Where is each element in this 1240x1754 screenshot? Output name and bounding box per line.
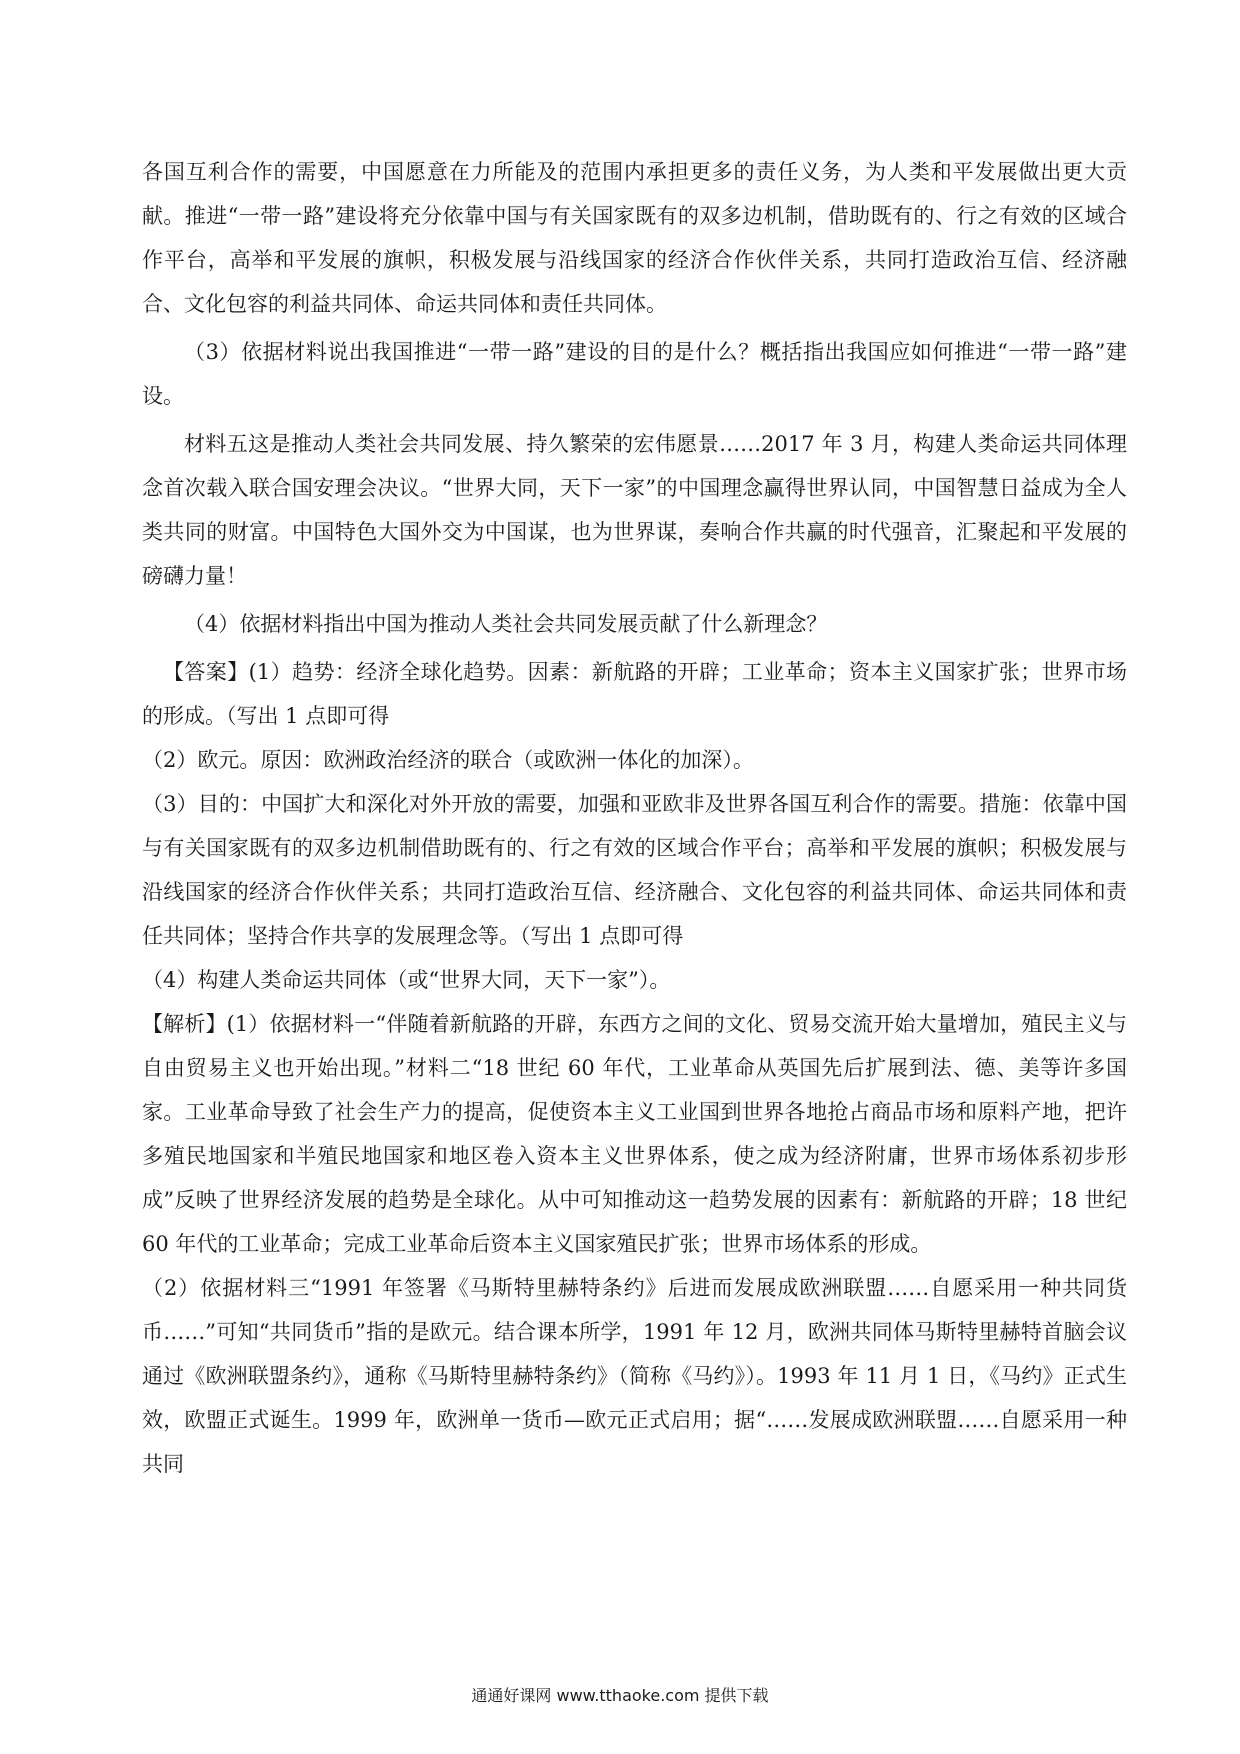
answer-4: （4）构建人类命运共同体（或“世界大同，天下一家”）。 (142, 968, 671, 992)
paragraph-material-five: 材料五这是推动人类社会共同发展、持久繁荣的宏伟愿景……2017 年 3 月，构建人类命运共同体理念首次载入联合国安理会决议。“世界大同，天下一家”的中国理念赢得世界认同，中国智慧日益成为全人类共同的财富。中国特色大国外交为中国谋，也为世界谋，奏响合作共赢的时代强音，汇聚起和平发展的磅礴力量！ (142, 432, 1127, 588)
analysis-2: （2）依据材料三“1991 年签署《马斯特里赫特条约》后进而发展成欧洲联盟……自愿采用一种共同货币……”可知“共同货币”指的是欧元。结合课本所学，1991 年 12 月，欧洲共同体马斯特里赫特首脑会议通过《欧洲联盟条约》，通称《马斯特里赫特条约》（简称《马约》）。1993 年 11 月 1 日，《马约》正式生效，欧盟正式诞生。1999 年，欧洲单一货币—欧元正式启用；据“……发展成欧洲联盟……自愿采用一种共同 (142, 1276, 1127, 1476)
paragraph-material-four-continued: 各国互利合作的需要，中国愿意在力所能及的范围内承担更多的责任义务，为人类和平发展做出更大贡献。推进“一带一路”建设将充分依靠中国与有关国家既有的双多边机制，借助既有的、行之有效的区域合作平台，高举和平发展的旗帜，积极发展与沿线国家的经济合作伙伴关系，共同打造政治互信、经济融合、文化包容的利益共同体、命运共同体和责任共同体。 (142, 160, 1127, 316)
analysis-1: 【解析】(1）依据材料一“伴随着新航路的开辟，东西方之间的文化、贸易交流开始大量增加，殖民主义与自由贸易主义也开始出现。”材料二“18 世纪 60 年代，工业革命从英国先后扩展到法、德、美等许多国家。工业革命导致了社会生产力的提高，促使资本主义工业国到世界各地抢占商品市场和原料产地，把许多殖民地国家和半殖民地国家和地区卷入资本主义世界体系，使之成为经济附庸，世界市场体系初步形成”反映了世界经济发展的趋势是全球化。从中可知推动这一趋势发展的因素有：新航路的开辟；18 世纪 60 年代的工业革命；完成工业革命后资本主义国家殖民扩张；世界市场体系的形成。 (142, 1012, 1127, 1256)
page-footer: 通通好课网 www.tthaoke.com 提供下载 (471, 1686, 769, 1705)
answer-2: （2）欧元。原因：欧洲政治经济的联合（或欧洲一体化的加深）。 (142, 748, 754, 772)
question-4: （4）依据材料指出中国为推动人类社会共同发展贡献了什么新理念？ (184, 612, 828, 636)
document-body (142, 150, 1127, 1486)
answer-1: 【答案】(1）趋势：经济全球化趋势。因素：新航路的开辟；工业革命；资本主义国家扩张；世界市场的形成。（写出 1 点即可得 (142, 660, 1127, 728)
question-3: （3）依据材料说出我国推进“一带一路”建设的目的是什么？概括指出我国应如何推进“一带一路”建设。 (142, 340, 1127, 408)
answer-3: （3）目的：中国扩大和深化对外开放的需要，加强和亚欧非及世界各国互利合作的需要。措施：依靠中国与有关国家既有的双多边机制借助既有的、行之有效的区域合作平台；高举和平发展的旗帜；积极发展与沿线国家的经济合作伙伴关系；共同打造政治互信、经济融合、文化包容的利益共同体、命运共同体和责任共同体；坚持合作共享的发展理念等。（写出 1 点即可得 (142, 792, 1127, 948)
